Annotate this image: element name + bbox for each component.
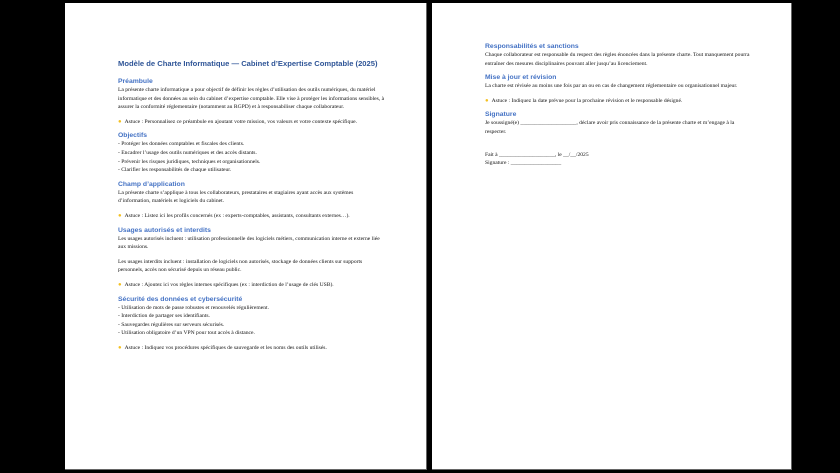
section-preambule [118,78,386,126]
usages-tip: ● Astuce : Ajoutez ici vos règles internes spécifiques (ex : interdiction de l’usage de clés USB). [118,281,334,288]
revision-text: La charte est révisée au moins une fois par an ou en cas de changement réglementaire ou organisationnel majeur. [485,83,738,90]
list-item: - Utilisation obligatoire d’un VPN pour tout accès à distance. [118,330,255,337]
lightbulb-icon: ● [118,212,122,219]
champ-text: La présente charte s’applique à tous les collaborateurs, prestataires et stagiaires ayant accès aux systèmes d’information, matériels et logiciels du cabinet. [118,189,354,205]
section-signature [485,111,751,167]
usages-text-1: Les usages autorisés incluent : utilisation professionnelle des logiciels métiers, communication interne et externe liée aux missions. [118,235,380,251]
section-usages [118,227,386,290]
heading-revision: Mise à jour et révision [485,74,557,82]
heading-champ: Champ d’application [118,180,185,188]
usages-text-2: Les usages interdits incluent : installation de logiciels non autorisés, stockage de données clients sur supports personnels, accès non sécurisé depuis un réseau public. [118,258,363,274]
lightbulb-icon: ● [118,281,122,288]
section-objectifs [118,132,386,174]
signature-place-date: Fait à ____________________, le __/__/2025 [485,151,589,158]
section-securite [118,296,386,353]
list-item: - Interdiction de partager ses identifiants. [118,313,210,320]
lightbulb-icon: ● [485,97,489,104]
section-champ [118,181,386,221]
revision-tip: ● Astuce : Indiquez la date prévue pour la prochaine révision et le responsable désigné. [485,97,683,104]
list-item: - Protéger les données comptables et fiscales des clients. [118,141,245,148]
list-item: - Sauvegardes régulières sur serveurs sécurisés. [118,321,225,328]
document-page-1 [65,3,427,470]
list-item: - Clarifier les responsabilités de chaque utilisateur. [118,167,232,174]
preambule-text: La présente charte informatique a pour objectif de définir les règles d’utilisation des outils numériques, du matériel informatique et des données au sein du cabinet d’expertise comptable. Elle vise à protéger les informations sensibles, à assurer la conformité réglementaire (notamment au RGPD) et à responsabiliser chaque collaborateur. [118,87,385,111]
preambule-tip: ● Astuce : Personnalisez ce préambule en ajoutant votre mission, vos valeurs et votre contexte spécifique. [118,118,358,125]
signature-text: Je soussigné(e) ____________________, déclare avoir pris connaissance de la présente charte et m’engage à la respecter. [485,120,735,135]
heading-objectifs: Objectifs [118,132,148,140]
document-page-2 [432,3,792,470]
heading-securite: Sécurité des données et cybersécurité [118,295,243,303]
securite-tip: ● Astuce : Indiquez vos procédures spécifiques de sauvegarde et les noms des outils utilisés. [118,344,327,351]
document-title: Modèle de Charte Informatique — Cabinet d’Expertise Comptable (2025) [118,59,378,68]
heading-usages: Usages autorisés et interdits [118,226,211,234]
section-revision [485,74,751,105]
lightbulb-icon: ● [118,344,122,351]
list-item: - Utilisation de mots de passe robustes et renouvelés régulièrement. [118,304,269,311]
signature-block [485,151,751,168]
list-item: - Prévenir les risques juridiques, techniques et organisationnels. [118,158,261,165]
signature-line: Signature : __________________ [485,160,562,167]
list-item: - Encadrer l’usage des outils numériques et des accès distants. [118,149,257,156]
heading-signature: Signature [485,111,517,119]
section-responsabilites [485,43,751,68]
heading-responsabilites: Responsabilités et sanctions [485,43,579,50]
lightbulb-icon: ● [118,118,122,125]
securite-list [118,304,386,338]
champ-tip: ● Astuce : Listez ici les profils concernés (ex : experts-comptables, assistants, consultants externes…). [118,212,350,219]
objectifs-list [118,140,386,174]
responsabilites-text: Chaque collaborateur est responsable du respect des règles énoncées dans la présente charte. Tout manquement pourra entraîner des mesures disciplinaires pouvant aller jusqu’au licenciement. [485,52,750,67]
heading-preambule: Préambule [118,78,153,85]
